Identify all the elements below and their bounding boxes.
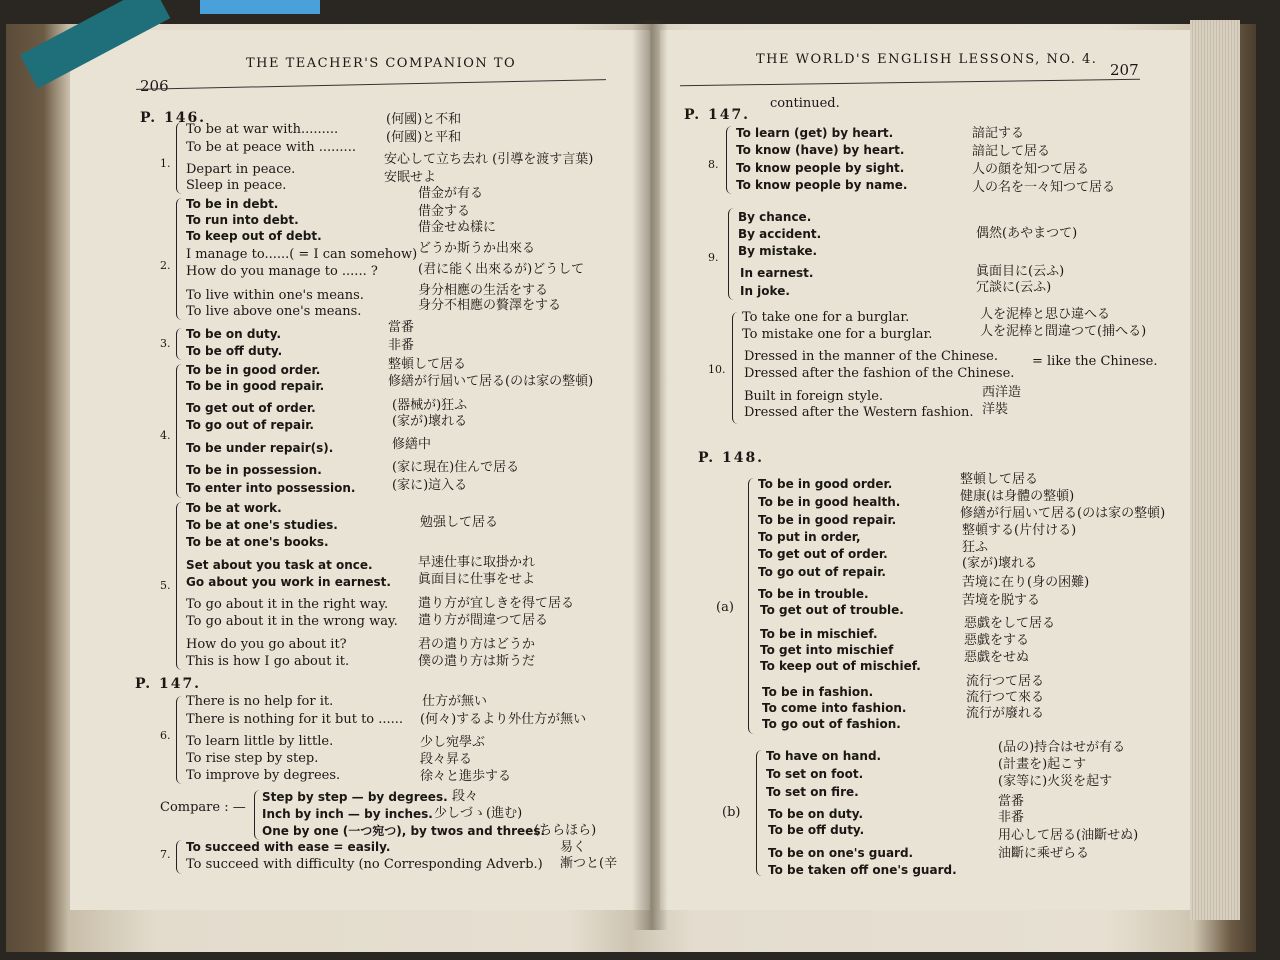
japanese-gloss: 借金せぬ樣に (418, 220, 497, 235)
english-phrase: Dressed after the fashion of the Chinese. (744, 366, 1015, 381)
brace-6 (176, 696, 183, 784)
english-phrase: To know people by name. (736, 178, 908, 192)
english-phrase: 9. (708, 251, 719, 264)
english-phrase: To be in trouble. (758, 587, 869, 601)
japanese-gloss: 諳記して居る (972, 144, 1051, 159)
japanese-gloss: 整頓して居る (960, 472, 1039, 487)
english-phrase: P. 147. (135, 676, 202, 692)
japanese-gloss: (何々)するより外仕方が無い (420, 712, 587, 727)
japanese-gloss: 整頓して居る (388, 357, 467, 372)
english-phrase: How do you go about it? (186, 637, 347, 652)
japanese-gloss: (家が)壞れる (962, 556, 1038, 571)
english-phrase: To be in good health. (758, 495, 901, 509)
japanese-gloss: (何國)と不和 (386, 112, 462, 127)
japanese-gloss: 非番 (998, 810, 1025, 825)
brace-1 (176, 122, 183, 194)
english-phrase: There is no help for it. (186, 694, 334, 709)
japanese-gloss: (何國)と平和 (386, 130, 462, 145)
japanese-gloss: 當番 (998, 794, 1025, 809)
page-edges (1190, 20, 1240, 920)
english-phrase: To be on duty. (186, 327, 282, 341)
english-phrase: (b) (722, 805, 741, 820)
japanese-gloss: 漸つと(辛 (560, 856, 618, 871)
english-phrase: continued. (770, 96, 840, 111)
left-page-number: 206 (140, 77, 169, 95)
japanese-gloss: 遣り方が宜しきを得て居る (418, 596, 575, 611)
english-phrase: Compare : — (160, 800, 246, 815)
japanese-gloss: 苦境を脱する (962, 593, 1041, 608)
english-phrase: By chance. (738, 210, 812, 224)
english-phrase: To be in possession. (186, 463, 322, 477)
japanese-gloss: 段々昇る (420, 752, 473, 767)
english-phrase: 4. (160, 429, 171, 442)
english-phrase: To be off duty. (186, 344, 283, 358)
english-phrase: In earnest. (740, 266, 814, 280)
japanese-gloss: 少しづゝ(進む) (434, 806, 523, 821)
english-phrase: By mistake. (738, 244, 818, 258)
japanese-gloss: 冗談に(云ふ) (976, 280, 1052, 295)
english-phrase: Sleep in peace. (186, 178, 287, 193)
brace-b (756, 750, 763, 876)
english-phrase: To be in good repair. (758, 513, 897, 527)
japanese-gloss: 油斷に乘ぜらる (998, 846, 1090, 861)
english-phrase: To be in good order. (758, 477, 893, 491)
japanese-gloss: 惡戯をして居る (964, 616, 1056, 631)
japanese-gloss: 流行つて來る (966, 690, 1045, 705)
brace-4 (176, 364, 183, 498)
english-phrase: To keep out of debt. (186, 229, 322, 243)
japanese-gloss: 僕の遣り方は斯うだ (418, 654, 536, 669)
english-phrase: In joke. (740, 284, 790, 298)
english-phrase: To go out of repair. (758, 565, 886, 579)
japanese-gloss: 仕方が無い (422, 694, 488, 709)
japanese-gloss: (家に)這入る (392, 478, 468, 493)
brace-9 (728, 208, 735, 300)
english-phrase: To go about it in the wrong way. (186, 614, 398, 629)
english-phrase: To know people by sight. (736, 161, 905, 175)
japanese-gloss: 勉强して居る (420, 515, 499, 530)
english-phrase: There is nothing for it but to ...... (186, 712, 404, 727)
english-phrase: To succeed with difficulty (no Corresponding Adverb.) (186, 857, 543, 872)
english-phrase: Inch by inch — by inches. (262, 807, 433, 821)
japanese-gloss: 西洋造 (982, 385, 1022, 400)
english-phrase: Depart in peace. (186, 162, 296, 177)
english-phrase: To rise step by step. (186, 751, 319, 766)
english-phrase: Go about you work in earnest. (186, 575, 391, 589)
brace-2 (176, 198, 183, 320)
japanese-gloss: 易く (560, 840, 587, 855)
japanese-gloss: 借金が有る (418, 186, 484, 201)
brace-3 (176, 328, 183, 360)
japanese-gloss: 徐々と進歩する (420, 769, 512, 784)
japanese-gloss: 偶然(あやまつて) (976, 226, 1078, 241)
japanese-gloss: 人の名を一々知つて居る (972, 180, 1116, 195)
english-phrase: To take one for a burglar. (742, 310, 910, 325)
japanese-gloss: 早速仕事に取掛かれ (418, 555, 536, 570)
japanese-gloss: 眞面目に(云ふ) (976, 264, 1065, 279)
english-phrase: P. 147. (684, 107, 751, 123)
japanese-gloss: 段々 (452, 789, 479, 804)
left-page-header: THE TEACHER'S COMPANION TO (246, 56, 517, 71)
english-phrase: This is how I go about it. (186, 654, 350, 669)
english-phrase: To go out of repair. (186, 418, 314, 432)
english-phrase: To keep out of mischief. (760, 659, 921, 673)
english-phrase: To enter into possession. (186, 481, 356, 495)
english-phrase: To live above one's means. (186, 304, 362, 319)
english-phrase: To know (have) by heart. (736, 143, 905, 157)
english-phrase: To be on duty. (768, 807, 864, 821)
brace-7 (176, 840, 183, 874)
english-phrase: To be in mischief. (760, 627, 878, 641)
english-phrase: 7. (160, 848, 171, 861)
japanese-gloss: (家が)壞れる (392, 414, 468, 429)
english-phrase: To succeed with ease = easily. (186, 840, 391, 854)
japanese-gloss: 非番 (388, 338, 415, 353)
english-phrase: To be taken off one's guard. (768, 863, 957, 877)
english-phrase: To set on fire. (766, 785, 859, 799)
english-phrase: 5. (160, 579, 171, 592)
english-phrase: To be at peace with ......... (186, 140, 356, 155)
japanese-gloss: 惡戯をする (964, 633, 1030, 648)
japanese-gloss: (計畫を)起こす (998, 757, 1087, 772)
english-phrase: Set about you task at once. (186, 558, 373, 572)
japanese-gloss: 人を泥棒と思ひ違へる (980, 307, 1111, 322)
english-phrase: I manage to......( = I can somehow) (186, 247, 418, 262)
japanese-gloss: 修繕が行屆いて居る(のは家の整頓) (388, 374, 594, 389)
english-phrase: To be under repair(s). (186, 441, 334, 455)
brace-5 (176, 502, 183, 670)
japanese-gloss: (君に能く出來るが)どうして (418, 262, 585, 277)
english-phrase: To get out of trouble. (760, 603, 904, 617)
english-phrase: To go out of fashion. (762, 717, 901, 731)
english-phrase: To be in good repair. (186, 379, 325, 393)
japanese-gloss: 安眠せよ (384, 170, 437, 185)
english-phrase: To be in good order. (186, 363, 321, 377)
japanese-gloss: (器械が)狂ふ (392, 398, 468, 413)
brace-a (748, 478, 755, 734)
english-phrase: One by one (一つ宛つ), by twos and threes. (262, 824, 546, 838)
english-phrase: To be in debt. (186, 197, 279, 211)
english-phrase: To be at one's books. (186, 535, 329, 549)
japanese-gloss: (品の)持合はせが有る (998, 740, 1126, 755)
english-phrase: To be at war with......... (186, 122, 339, 137)
japanese-gloss: 苦境に在り(身の困難) (962, 575, 1090, 590)
japanese-gloss: 諳記する (972, 126, 1025, 141)
english-phrase: To mistake one for a burglar. (742, 327, 933, 342)
english-phrase: To come into fashion. (762, 701, 907, 715)
english-phrase: By accident. (738, 227, 822, 241)
japanese-gloss: 狂ふ (962, 540, 989, 555)
english-phrase: = like the Chinese. (1032, 354, 1158, 369)
english-phrase: To get out of order. (186, 401, 316, 415)
english-phrase: To be on one's guard. (768, 846, 914, 860)
right-page-number: 207 (1110, 61, 1139, 79)
english-phrase: To get out of order. (758, 547, 888, 561)
english-phrase: To have on hand. (766, 749, 882, 763)
japanese-gloss: 健康(は身體の整頓) (960, 489, 1075, 504)
english-phrase: To put in order, (758, 530, 861, 544)
japanese-gloss: 遣り方が間違つて居る (418, 613, 549, 628)
english-phrase: P. 146. (140, 110, 207, 126)
english-phrase: To set on foot. (766, 767, 864, 781)
english-phrase: Dressed after the Western fashion. (744, 405, 974, 420)
english-phrase: (a) (716, 600, 734, 615)
brace-compare (254, 790, 261, 840)
japanese-gloss: 借金する (418, 204, 471, 219)
japanese-gloss: 安心して立ち去れ (引導を渡す言葉) (384, 152, 594, 167)
japanese-gloss: (家に現在)住んで居る (392, 460, 520, 475)
english-phrase: To be in fashion. (762, 685, 874, 699)
english-phrase: To learn (get) by heart. (736, 126, 894, 140)
japanese-gloss: 洋裝 (982, 402, 1009, 417)
japanese-gloss: (ちらほら) (534, 823, 597, 838)
right-page-header: THE WORLD'S ENGLISH LESSONS, NO. 4. (756, 52, 1098, 67)
english-phrase: 6. (160, 729, 171, 742)
english-phrase: To get into mischief (760, 643, 894, 657)
japanese-gloss: 流行が廢れる (966, 706, 1045, 721)
japanese-gloss: 身分相應の生活をする (418, 283, 549, 298)
japanese-gloss: (家等に)火災を起す (998, 774, 1113, 789)
japanese-gloss: 人の顔を知つて居る (972, 162, 1090, 177)
english-phrase: Step by step — by degrees. (262, 790, 448, 804)
english-phrase: 10. (708, 363, 726, 376)
english-phrase: 8. (708, 158, 719, 171)
brace-8 (726, 126, 733, 194)
japanese-gloss: 流行つて居る (966, 674, 1045, 689)
book-gutter (632, 20, 668, 930)
japanese-gloss: 修繕が行屆いて居る(のは家の整頓) (960, 506, 1166, 521)
japanese-gloss: 當番 (388, 320, 415, 335)
japanese-gloss: 君の遣り方はどうか (418, 637, 536, 652)
japanese-gloss: 整頓する(片付ける) (962, 523, 1077, 538)
english-phrase: Built in foreign style. (744, 389, 884, 404)
english-phrase: To run into debt. (186, 213, 299, 227)
english-phrase: How do you manage to ...... ? (186, 264, 378, 279)
english-phrase: 2. (160, 259, 171, 272)
english-phrase: To be at work. (186, 501, 282, 515)
english-phrase: Dressed in the manner of the Chinese. (744, 349, 999, 364)
japanese-gloss: どうか斯うか出來る (418, 241, 536, 256)
english-phrase: To be off duty. (768, 823, 865, 837)
japanese-gloss: 人を泥棒と間違つて(捕へる) (980, 324, 1147, 339)
english-phrase: 1. (160, 157, 171, 170)
japanese-gloss: 惡戯をせぬ (964, 650, 1030, 665)
blue-bookmark-tab (200, 0, 320, 14)
english-phrase: 3. (160, 337, 171, 350)
japanese-gloss: 身分不相應の贅澤をする (418, 298, 562, 313)
english-phrase: To live within one's means. (186, 288, 364, 303)
japanese-gloss: 眞面目に仕事をせよ (418, 572, 536, 587)
english-phrase: To go about it in the right way. (186, 597, 389, 612)
english-phrase: P. 148. (698, 450, 765, 466)
english-phrase: To be at one's studies. (186, 518, 338, 532)
japanese-gloss: 少し宛學ぶ (420, 735, 486, 750)
japanese-gloss: 修繕中 (392, 437, 432, 452)
brace-10 (732, 312, 739, 424)
english-phrase: To learn little by little. (186, 734, 334, 749)
japanese-gloss: 用心して居る(油斷せぬ) (998, 828, 1139, 843)
english-phrase: To improve by degrees. (186, 768, 341, 783)
